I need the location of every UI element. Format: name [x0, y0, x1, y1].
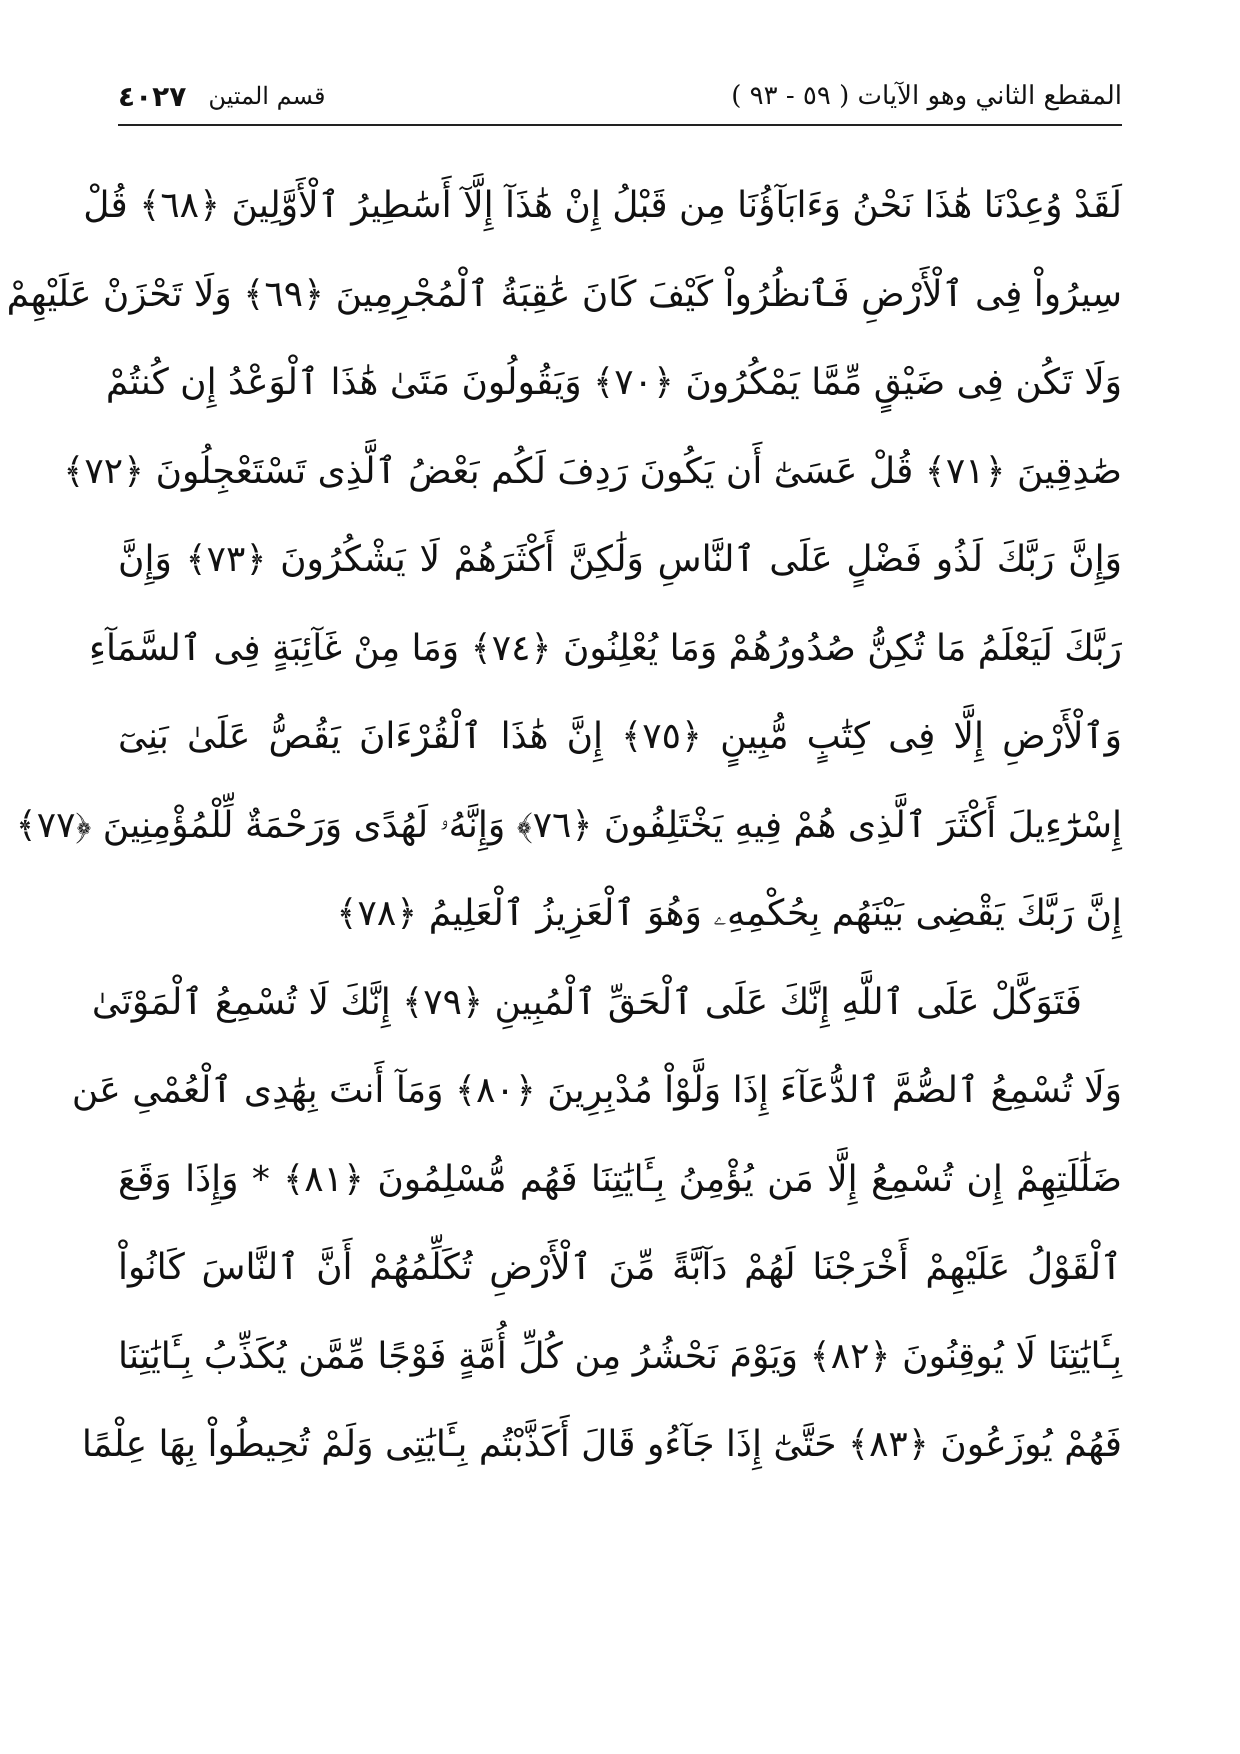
header-section-name: قسم المتين	[208, 82, 326, 110]
text-line-11: وَلَا تُسْمِعُ ٱلصُّمَّ ٱلدُّعَآءَ إِذَا وَلَّوْاْ مُدْبِرِينَ ﴿٨٠﴾ وَمَآ أَنتَ بِهَٰدِى ٱلْعُمْىِ عَن	[71, 1070, 1122, 1111]
header-title: المقطع الثاني وهو الآيات ( ٥٩ - ٩٣ )	[731, 81, 1122, 111]
text-line-7: وَٱلْأَرْضِ إِلَّا فِى كِتَٰبٍ مُّبِينٍ ﴿٧٥﴾ إِنَّ هَٰذَا ٱلْقُرْءَانَ يَقُصُّ عَلَىٰ بَنِىٓ	[118, 716, 1122, 757]
text-line-5: وَإِنَّ رَبَّكَ لَذُو فَضْلٍ عَلَى ٱلنَّاسِ وَلَٰكِنَّ أَكْثَرَهُمْ لَا يَشْكُرُونَ ﴿٧٣﴾ وَإِنَّ	[118, 539, 1122, 580]
quran-text-block	[6, 162, 1122, 1490]
text-line-4: صَٰدِقِينَ ﴿٧١﴾ قُلْ عَسَىٰٓ أَن يَكُونَ رَدِفَ لَكُم بَعْضُ ٱلَّذِى تَسْتَعْجِلُونَ ﴿٧٢﴾	[63, 450, 1122, 492]
text-line-10: فَتَوَكَّلْ عَلَى ٱللَّهِ إِنَّكَ عَلَى ٱلْحَقِّ ٱلْمُبِينِ ﴿٧٩﴾ إِنَّكَ لَا تُسْمِعُ ٱلْمَوْتَىٰ	[91, 981, 1082, 1023]
text-line-9: إِنَّ رَبَّكَ يَقْضِى بَيْنَهُم بِحُكْمِهِۦ وَهُوَ ٱلْعَزِيزُ ٱلْعَلِيمُ ﴿٧٨﴾	[336, 893, 1122, 934]
text-line-8: إِسْرَٰٓءِيلَ أَكْثَرَ ٱلَّذِى هُمْ فِيهِ يَخْتَلِفُونَ ﴿٧٦﴾ وَإِنَّهُۥ لَهُدًى وَرَحْمَةٌ لِّلْمُؤْمِنِينَ ﴿٧٧﴾	[15, 804, 1122, 846]
text-line-1: لَقَدْ وُعِدْنَا هَٰذَا نَحْنُ وَءَابَآؤُنَا مِن قَبْلُ إِنْ هَٰذَآ إِلَّآ أَسَٰطِيرُ ٱلْأَوَّلِينَ ﴿٦٨﴾ قُلْ	[83, 185, 1122, 226]
text-line-6: رَبَّكَ لَيَعْلَمُ مَا تُكِنُّ صُدُورُهُمْ وَمَا يُعْلِنُونَ ﴿٧٤﴾ وَمَا مِنْ غَآئِبَةٍ فِى ٱلسَّمَآءِ	[89, 627, 1122, 669]
text-line-13: ٱلْقَوْلُ عَلَيْهِمْ أَخْرَجْنَا لَهُمْ دَآبَّةً مِّنَ ٱلْأَرْضِ تُكَلِّمُهُمْ أَنَّ ٱلنَّاسَ كَانُواْ	[118, 1247, 1122, 1288]
header-divider	[118, 124, 1122, 126]
text-line-3: وَلَا تَكُن فِى ضَيْقٍ مِّمَّا يَمْكُرُونَ ﴿٧٠﴾ وَيَقُولُونَ مَتَىٰ هَٰذَا ٱلْوَعْدُ إِن كُنتُمْ	[105, 362, 1122, 403]
text-line-14: بِـَٔايَٰتِنَا لَا يُوقِنُونَ ﴿٨٢﴾ وَيَوْمَ نَحْشُرُ مِن كُلِّ أُمَّةٍ فَوْجًا مِّمَّن يُكَذِّبُ بِـَٔايَٰتِنَا	[118, 1335, 1122, 1377]
page-header	[118, 68, 1122, 124]
text-line-15: فَهُمْ يُوزَعُونَ ﴿٨٣﴾ حَتَّىٰٓ إِذَا جَآءُو قَالَ أَكَذَّبْتُم بِـَٔايَٰتِى وَلَمْ تُحِيطُواْ بِهَا عِلْمًا	[81, 1424, 1122, 1465]
page-number: ٤٠٢٧	[118, 79, 187, 113]
text-line-2: سِيرُواْ فِى ٱلْأَرْضِ فَٱنظُرُواْ كَيْفَ كَانَ عَٰقِبَةُ ٱلْمُجْرِمِينَ ﴿٦٩﴾ وَلَا تَحْزَنْ عَلَيْهِمْ	[6, 273, 1122, 315]
header-meta	[118, 80, 325, 113]
text-line-12: ضَلَٰلَتِهِمْ إِن تُسْمِعُ إِلَّا مَن يُؤْمِنُ بِـَٔايَٰتِنَا فَهُم مُّسْلِمُونَ ﴿٨١﴾ * وَإِذَا وَقَعَ	[118, 1158, 1122, 1200]
